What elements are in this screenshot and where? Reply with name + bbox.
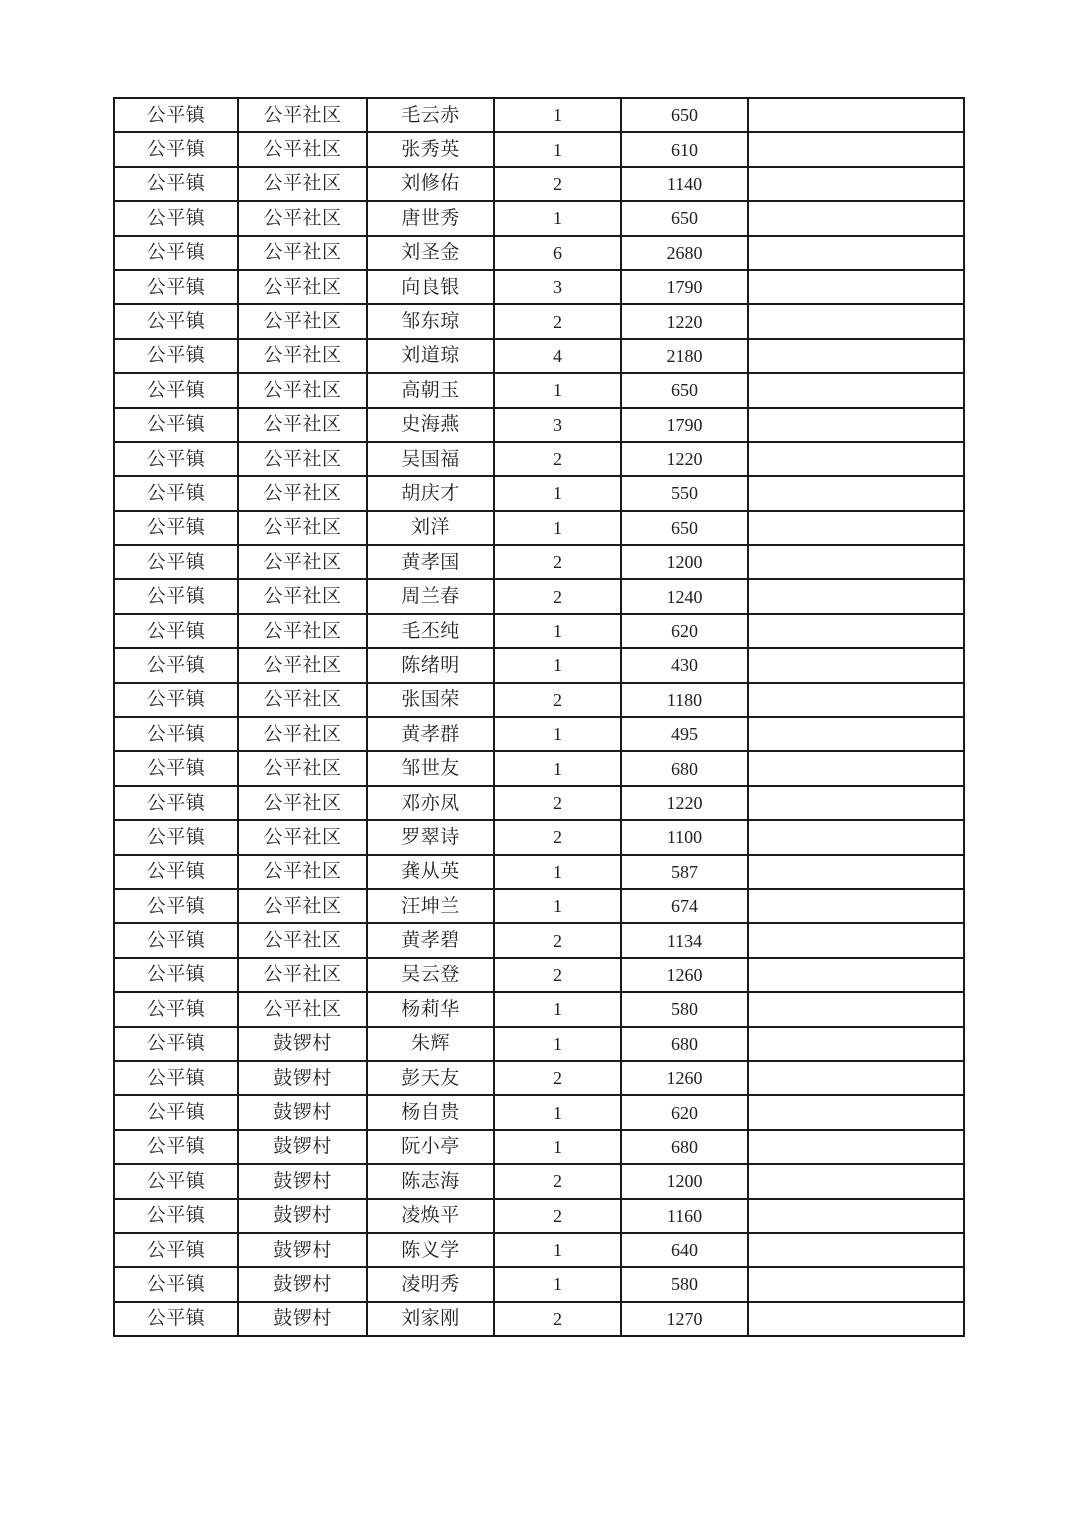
subsidy-roster-table-body [114, 98, 964, 1336]
cell-remark [748, 751, 964, 785]
cell-remark [748, 683, 964, 717]
cell-town: 公平镇 [114, 1027, 238, 1061]
cell-name: 胡庆才 [367, 476, 494, 510]
table-row [114, 1061, 964, 1095]
cell-count: 1 [494, 614, 621, 648]
cell-community: 公平社区 [238, 98, 367, 132]
cell-remark [748, 167, 964, 201]
cell-count: 2 [494, 304, 621, 338]
cell-amount: 587 [621, 855, 748, 889]
cell-amount: 680 [621, 1027, 748, 1061]
cell-remark [748, 1095, 964, 1129]
table-row [114, 889, 964, 923]
cell-town: 公平镇 [114, 958, 238, 992]
table-row [114, 855, 964, 889]
table-row [114, 545, 964, 579]
cell-town: 公平镇 [114, 476, 238, 510]
cell-town: 公平镇 [114, 339, 238, 373]
cell-community: 公平社区 [238, 236, 367, 270]
cell-remark [748, 579, 964, 613]
cell-town: 公平镇 [114, 683, 238, 717]
cell-community: 鼓锣村 [238, 1199, 367, 1233]
cell-amount: 1260 [621, 958, 748, 992]
cell-town: 公平镇 [114, 992, 238, 1026]
table-row [114, 167, 964, 201]
cell-town: 公平镇 [114, 855, 238, 889]
table-row [114, 1095, 964, 1129]
cell-count: 2 [494, 545, 621, 579]
cell-community: 鼓锣村 [238, 1130, 367, 1164]
cell-name: 刘圣金 [367, 236, 494, 270]
cell-remark [748, 476, 964, 510]
table-row [114, 992, 964, 1026]
cell-community: 公平社区 [238, 648, 367, 682]
cell-community: 公平社区 [238, 855, 367, 889]
table-row [114, 683, 964, 717]
cell-name: 彭天友 [367, 1061, 494, 1095]
cell-community: 公平社区 [238, 923, 367, 957]
cell-remark [748, 717, 964, 751]
cell-town: 公平镇 [114, 751, 238, 785]
cell-count: 1 [494, 717, 621, 751]
cell-amount: 610 [621, 132, 748, 166]
table-row [114, 270, 964, 304]
cell-amount: 650 [621, 201, 748, 235]
cell-community: 公平社区 [238, 442, 367, 476]
cell-name: 陈绪明 [367, 648, 494, 682]
cell-count: 2 [494, 923, 621, 957]
cell-community: 鼓锣村 [238, 1027, 367, 1061]
cell-name: 周兰春 [367, 579, 494, 613]
cell-town: 公平镇 [114, 923, 238, 957]
cell-count: 2 [494, 1199, 621, 1233]
cell-count: 1 [494, 1267, 621, 1301]
cell-town: 公平镇 [114, 1267, 238, 1301]
cell-community: 公平社区 [238, 786, 367, 820]
cell-count: 2 [494, 683, 621, 717]
cell-amount: 1140 [621, 167, 748, 201]
cell-town: 公平镇 [114, 1233, 238, 1267]
table-row [114, 820, 964, 854]
cell-remark [748, 132, 964, 166]
table-row [114, 511, 964, 545]
cell-town: 公平镇 [114, 270, 238, 304]
table-row [114, 201, 964, 235]
cell-name: 向良银 [367, 270, 494, 304]
cell-name: 陈义学 [367, 1233, 494, 1267]
cell-count: 2 [494, 820, 621, 854]
cell-count: 2 [494, 1164, 621, 1198]
cell-community: 鼓锣村 [238, 1267, 367, 1301]
cell-count: 1 [494, 511, 621, 545]
cell-count: 1 [494, 132, 621, 166]
cell-remark [748, 545, 964, 579]
cell-name: 陈志海 [367, 1164, 494, 1198]
cell-town: 公平镇 [114, 889, 238, 923]
cell-remark [748, 511, 964, 545]
cell-name: 杨自贵 [367, 1095, 494, 1129]
table-row [114, 923, 964, 957]
cell-town: 公平镇 [114, 408, 238, 442]
table-row [114, 408, 964, 442]
cell-name: 黄孝群 [367, 717, 494, 751]
cell-count: 1 [494, 1027, 621, 1061]
cell-amount: 1134 [621, 923, 748, 957]
cell-name: 邓亦凤 [367, 786, 494, 820]
cell-amount: 2680 [621, 236, 748, 270]
cell-town: 公平镇 [114, 167, 238, 201]
cell-remark [748, 1199, 964, 1233]
cell-town: 公平镇 [114, 1095, 238, 1129]
cell-community: 鼓锣村 [238, 1095, 367, 1129]
cell-count: 2 [494, 442, 621, 476]
cell-town: 公平镇 [114, 132, 238, 166]
table-row [114, 373, 964, 407]
cell-community: 鼓锣村 [238, 1302, 367, 1336]
table-row [114, 1130, 964, 1164]
cell-amount: 1180 [621, 683, 748, 717]
cell-town: 公平镇 [114, 1061, 238, 1095]
cell-town: 公平镇 [114, 614, 238, 648]
cell-count: 2 [494, 579, 621, 613]
cell-town: 公平镇 [114, 201, 238, 235]
cell-name: 邹东琼 [367, 304, 494, 338]
cell-name: 刘家刚 [367, 1302, 494, 1336]
table-row [114, 442, 964, 476]
cell-town: 公平镇 [114, 1164, 238, 1198]
cell-count: 1 [494, 751, 621, 785]
cell-name: 黄孝碧 [367, 923, 494, 957]
cell-amount: 1100 [621, 820, 748, 854]
cell-remark [748, 1061, 964, 1095]
cell-name: 龚从英 [367, 855, 494, 889]
cell-town: 公平镇 [114, 820, 238, 854]
cell-name: 罗翠诗 [367, 820, 494, 854]
cell-remark [748, 648, 964, 682]
cell-remark [748, 889, 964, 923]
table-row [114, 1164, 964, 1198]
cell-remark [748, 614, 964, 648]
cell-remark [748, 1130, 964, 1164]
cell-town: 公平镇 [114, 786, 238, 820]
cell-count: 1 [494, 855, 621, 889]
cell-town: 公平镇 [114, 511, 238, 545]
cell-community: 公平社区 [238, 339, 367, 373]
cell-community: 公平社区 [238, 579, 367, 613]
cell-name: 刘道琼 [367, 339, 494, 373]
table-row [114, 1027, 964, 1061]
cell-amount: 620 [621, 614, 748, 648]
cell-remark [748, 408, 964, 442]
cell-amount: 1220 [621, 786, 748, 820]
cell-town: 公平镇 [114, 1302, 238, 1336]
cell-count: 2 [494, 1302, 621, 1336]
cell-name: 毛丕纯 [367, 614, 494, 648]
cell-name: 邹世友 [367, 751, 494, 785]
cell-remark [748, 992, 964, 1026]
cell-amount: 1260 [621, 1061, 748, 1095]
table-row [114, 476, 964, 510]
cell-count: 2 [494, 167, 621, 201]
cell-town: 公平镇 [114, 1130, 238, 1164]
cell-amount: 640 [621, 1233, 748, 1267]
cell-community: 鼓锣村 [238, 1233, 367, 1267]
cell-community: 公平社区 [238, 201, 367, 235]
cell-name: 唐世秀 [367, 201, 494, 235]
cell-community: 公平社区 [238, 958, 367, 992]
cell-remark [748, 270, 964, 304]
cell-count: 1 [494, 992, 621, 1026]
cell-town: 公平镇 [114, 545, 238, 579]
cell-amount: 1220 [621, 304, 748, 338]
cell-count: 1 [494, 1233, 621, 1267]
cell-community: 公平社区 [238, 270, 367, 304]
cell-remark [748, 855, 964, 889]
cell-amount: 680 [621, 1130, 748, 1164]
table-row [114, 1302, 964, 1336]
cell-name: 朱辉 [367, 1027, 494, 1061]
cell-town: 公平镇 [114, 717, 238, 751]
cell-count: 1 [494, 201, 621, 235]
cell-town: 公平镇 [114, 579, 238, 613]
cell-amount: 680 [621, 751, 748, 785]
cell-community: 鼓锣村 [238, 1061, 367, 1095]
cell-community: 公平社区 [238, 132, 367, 166]
cell-name: 凌明秀 [367, 1267, 494, 1301]
table-row [114, 304, 964, 338]
cell-remark [748, 1164, 964, 1198]
cell-count: 3 [494, 408, 621, 442]
cell-amount: 2180 [621, 339, 748, 373]
cell-remark [748, 442, 964, 476]
cell-town: 公平镇 [114, 373, 238, 407]
cell-remark [748, 1302, 964, 1336]
cell-count: 1 [494, 98, 621, 132]
cell-amount: 1200 [621, 545, 748, 579]
cell-amount: 430 [621, 648, 748, 682]
table-row [114, 648, 964, 682]
cell-community: 公平社区 [238, 373, 367, 407]
cell-name: 刘洋 [367, 511, 494, 545]
cell-community: 公平社区 [238, 889, 367, 923]
cell-community: 公平社区 [238, 614, 367, 648]
cell-community: 公平社区 [238, 167, 367, 201]
table-row [114, 958, 964, 992]
cell-community: 公平社区 [238, 683, 367, 717]
cell-count: 1 [494, 373, 621, 407]
cell-name: 史海燕 [367, 408, 494, 442]
cell-count: 1 [494, 1095, 621, 1129]
cell-remark [748, 373, 964, 407]
table-row [114, 614, 964, 648]
cell-amount: 1160 [621, 1199, 748, 1233]
cell-name: 杨莉华 [367, 992, 494, 1026]
cell-name: 吴云登 [367, 958, 494, 992]
cell-amount: 650 [621, 373, 748, 407]
cell-name: 高朝玉 [367, 373, 494, 407]
table-row [114, 1199, 964, 1233]
cell-name: 阮小亭 [367, 1130, 494, 1164]
cell-name: 毛云赤 [367, 98, 494, 132]
table-row [114, 717, 964, 751]
cell-amount: 550 [621, 476, 748, 510]
cell-town: 公平镇 [114, 442, 238, 476]
cell-count: 3 [494, 270, 621, 304]
cell-amount: 1270 [621, 1302, 748, 1336]
cell-community: 公平社区 [238, 992, 367, 1026]
table-row [114, 98, 964, 132]
cell-amount: 495 [621, 717, 748, 751]
cell-amount: 580 [621, 992, 748, 1026]
cell-amount: 674 [621, 889, 748, 923]
table-row [114, 1267, 964, 1301]
table-row [114, 236, 964, 270]
cell-count: 6 [494, 236, 621, 270]
cell-count: 1 [494, 476, 621, 510]
cell-amount: 580 [621, 1267, 748, 1301]
cell-remark [748, 339, 964, 373]
cell-community: 公平社区 [238, 408, 367, 442]
cell-community: 公平社区 [238, 545, 367, 579]
cell-count: 1 [494, 648, 621, 682]
cell-remark [748, 236, 964, 270]
cell-amount: 1790 [621, 270, 748, 304]
cell-community: 公平社区 [238, 751, 367, 785]
cell-community: 公平社区 [238, 511, 367, 545]
cell-community: 公平社区 [238, 304, 367, 338]
cell-remark [748, 1233, 964, 1267]
cell-amount: 1220 [621, 442, 748, 476]
cell-community: 公平社区 [238, 820, 367, 854]
cell-amount: 1790 [621, 408, 748, 442]
cell-amount: 1200 [621, 1164, 748, 1198]
cell-amount: 650 [621, 511, 748, 545]
cell-remark [748, 98, 964, 132]
cell-name: 张国荣 [367, 683, 494, 717]
cell-count: 1 [494, 1130, 621, 1164]
cell-count: 1 [494, 889, 621, 923]
table-row [114, 751, 964, 785]
cell-name: 汪坤兰 [367, 889, 494, 923]
cell-community: 鼓锣村 [238, 1164, 367, 1198]
cell-remark [748, 820, 964, 854]
table-row [114, 579, 964, 613]
cell-community: 公平社区 [238, 476, 367, 510]
table-row [114, 339, 964, 373]
table-row [114, 132, 964, 166]
cell-remark [748, 1267, 964, 1301]
cell-amount: 650 [621, 98, 748, 132]
cell-town: 公平镇 [114, 98, 238, 132]
cell-count: 2 [494, 1061, 621, 1095]
cell-town: 公平镇 [114, 648, 238, 682]
cell-name: 张秀英 [367, 132, 494, 166]
cell-count: 4 [494, 339, 621, 373]
cell-community: 公平社区 [238, 717, 367, 751]
cell-remark [748, 1027, 964, 1061]
cell-amount: 620 [621, 1095, 748, 1129]
table-row [114, 786, 964, 820]
cell-remark [748, 201, 964, 235]
cell-remark [748, 786, 964, 820]
cell-remark [748, 958, 964, 992]
cell-remark [748, 923, 964, 957]
cell-count: 2 [494, 958, 621, 992]
cell-town: 公平镇 [114, 304, 238, 338]
cell-count: 2 [494, 786, 621, 820]
cell-name: 黄孝国 [367, 545, 494, 579]
cell-town: 公平镇 [114, 236, 238, 270]
subsidy-roster-table [113, 97, 965, 1337]
cell-name: 吴国福 [367, 442, 494, 476]
cell-name: 凌焕平 [367, 1199, 494, 1233]
cell-town: 公平镇 [114, 1199, 238, 1233]
cell-remark [748, 304, 964, 338]
cell-amount: 1240 [621, 579, 748, 613]
table-row [114, 1233, 964, 1267]
cell-name: 刘修佑 [367, 167, 494, 201]
